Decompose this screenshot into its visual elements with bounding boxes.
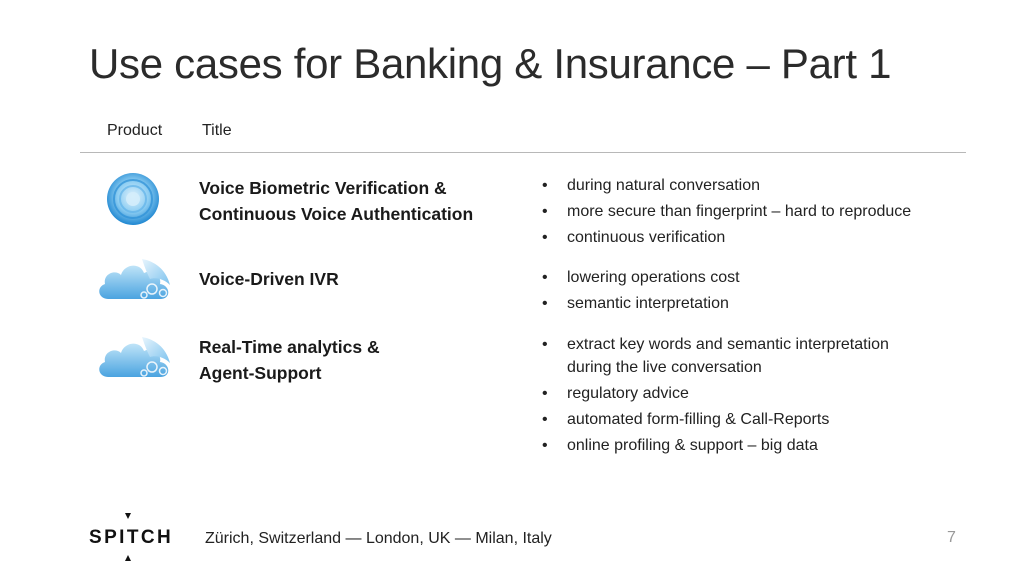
bullet-item: • automated form-filling & Call-Reports (540, 408, 889, 431)
voice-biometric-icon (106, 172, 160, 231)
bullet-item: • regulatory advice (540, 382, 889, 405)
row-title-line: Real-Time analytics & (199, 337, 380, 357)
bullet-item: • semantic interpretation (540, 292, 740, 315)
header-divider (80, 152, 966, 153)
logo-triangle-top-icon (125, 513, 131, 519)
bullet-item: • more secure than fingerprint – hard to reproduce (540, 200, 911, 223)
bullet-item: • online profiling & support – big data (540, 434, 889, 457)
bullet-list-realtime-analytics (540, 333, 889, 460)
bullet-item: • continuous verification (540, 226, 911, 249)
bullet-dot: • (542, 177, 548, 194)
bullet-list-voice-biometric (540, 174, 911, 252)
row-title-line: Voice Biometric Verification & (199, 178, 447, 198)
bullet-dot: • (542, 269, 548, 286)
bullet-dot: • (542, 336, 548, 353)
row-title-line: Voice-Driven IVR (199, 269, 339, 289)
logo-triangle-bottom-icon (125, 555, 131, 561)
column-header-product: Product (107, 122, 163, 139)
logo-text: SPITCH (89, 527, 174, 548)
footer-locations: Zürich, Switzerland — London, UK — Milan, Italy (205, 530, 552, 547)
bullet-dot: • (542, 295, 548, 312)
bullet-item: • during natural conversation (540, 174, 911, 197)
bullet-list-voice-ivr (540, 266, 740, 318)
bullet-item: • lowering operations cost (540, 266, 740, 289)
column-header-title: Title (202, 122, 232, 139)
bullet-dot: • (542, 203, 548, 220)
bullet-dot: • (542, 229, 548, 246)
spitch-logo (89, 513, 177, 561)
row-title-voice-biometric (199, 175, 473, 227)
cloud-gear-icon (96, 255, 174, 306)
page-number: 7 (947, 529, 956, 546)
bullet-dot: • (542, 437, 548, 454)
row-title-realtime-analytics (199, 334, 380, 386)
row-title-line: Agent-Support (199, 363, 322, 383)
bullet-dot: • (542, 411, 548, 428)
bullet-item: • extract key words and semantic interpretation during the live conversation (540, 333, 889, 379)
slide-title: Use cases for Banking & Insurance – Part 1 (89, 40, 892, 87)
row-title-line: Continuous Voice Authentication (199, 204, 474, 224)
cloud-gear-icon (96, 333, 174, 384)
row-title-voice-ivr (199, 266, 339, 292)
bullet-dot: • (542, 385, 548, 402)
